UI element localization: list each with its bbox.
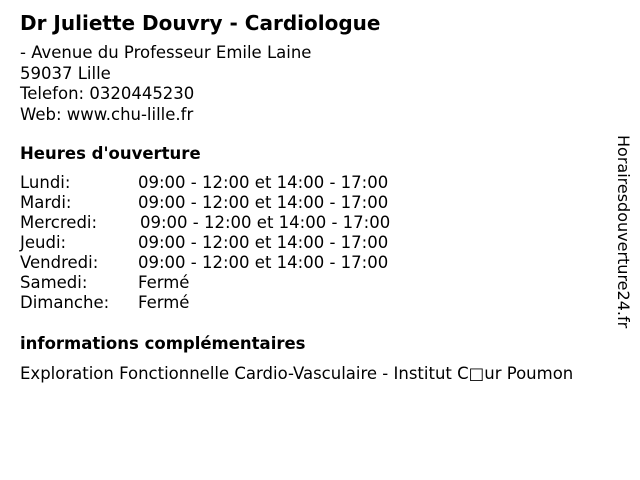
day-label: Mardi:: [20, 193, 72, 212]
day-label: Jeudi:: [20, 233, 67, 252]
time-value: 09:00 - 12:00 et 14:00 - 17:00: [138, 193, 389, 212]
page-title: Dr Juliette Douvry - Cardiologue: [20, 11, 381, 35]
time-value: Fermé: [138, 293, 190, 312]
watermark-text: Horairesdouverture24.fr: [614, 135, 633, 329]
day-label: Vendredi:: [20, 253, 99, 272]
day-label: Mercredi:: [20, 213, 98, 232]
day-label: Dimanche:: [20, 293, 110, 312]
additional-info-heading: informations complémentaires: [20, 334, 306, 353]
contact-block: [20, 43, 311, 125]
time-value: 09:00 - 12:00 et 14:00 - 17:00: [140, 213, 391, 232]
opening-hours-heading: Heures d'ouverture: [20, 144, 201, 163]
street-address: - Avenue du Professeur Emile Laine: [20, 43, 312, 62]
time-value: 09:00 - 12:00 et 14:00 - 17:00: [138, 253, 389, 272]
time-value: Fermé: [138, 273, 190, 292]
additional-info-text: Exploration Fonctionnelle Cardio-Vasculaire - Institut C□ur Poumon: [20, 364, 574, 383]
site-watermark: [610, 135, 636, 345]
city-line: 59037 Lille: [20, 63, 111, 83]
day-label: Samedi:: [20, 273, 88, 292]
phone-line: Telefon: 0320445230: [20, 84, 195, 103]
time-value: 09:00 - 12:00 et 14:00 - 17:00: [138, 233, 389, 252]
web-line: Web: www.chu-lille.fr: [20, 104, 194, 124]
day-label: Lundi:: [20, 173, 71, 192]
time-value: 09:00 - 12:00 et 14:00 - 17:00: [138, 173, 389, 192]
